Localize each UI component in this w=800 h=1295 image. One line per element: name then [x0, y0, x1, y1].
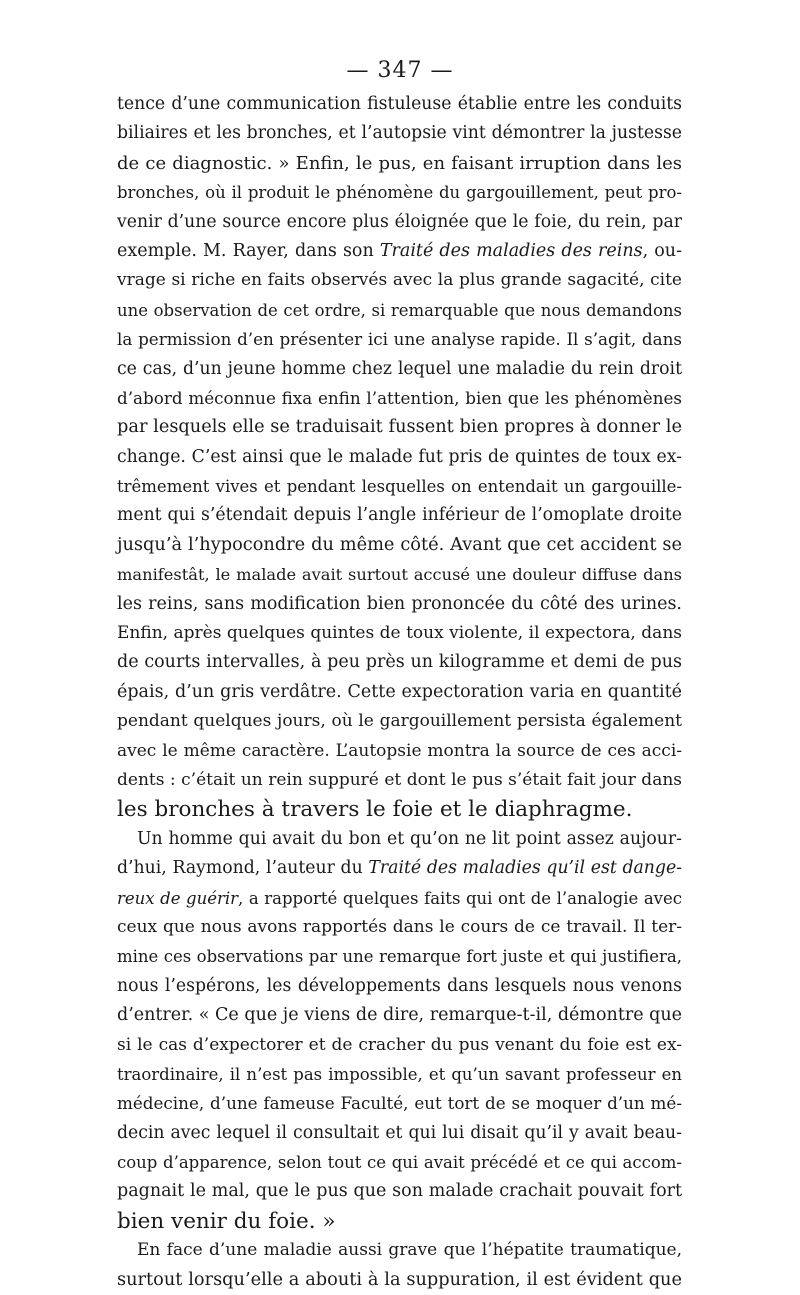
- text-line: jusqu’à l’hypocondre du même côté. Avant que cet accident se: [117, 534, 682, 555]
- text-line: surtout lorsqu’elle a abouti à la suppuration, il est évident que: [117, 1269, 682, 1290]
- text-line: traordinaire, il n’est pas impossible, et qu’un savant professeur en: [117, 1064, 682, 1084]
- text-line: par lesquels elle se traduisait fussent bien propres à donner le: [117, 417, 682, 438]
- text-line: [117, 884, 682, 913]
- text-line: la permission d’en présenter ici une analyse rapide. Il s’agit, dans: [117, 329, 682, 350]
- text-line: d’entrer. « Ce que je viens de dire, remarque-t-il, démontre que: [117, 1005, 682, 1026]
- text-line: les reins, sans modification bien prononcée du côté des urines.: [117, 593, 682, 614]
- text-line: ce cas, d’un jeune homme chez lequel une maladie du rein droit: [117, 358, 682, 379]
- book-title: reux de guérir: [117, 888, 239, 908]
- text-line: decin avec lequel il consultait et qui lui disait qu’il y avait beau-: [117, 1122, 682, 1143]
- text-line: tence d’une communication fistuleuse établie entre les conduits: [117, 94, 682, 114]
- text-line: [117, 854, 682, 883]
- text-line: avec le même caractère. L’autopsie montra la source de ces acci-: [117, 740, 682, 761]
- text-line: change. C’est ainsi que le malade fut pris de quintes de toux ex-: [117, 446, 682, 467]
- text-line: de courts intervalles, à peu près un kilogramme et demi de pus: [117, 652, 682, 673]
- text-line: pagnait le mal, que le pus que son malade crachait pouvait fort: [117, 1181, 682, 1202]
- text-line: vrage si riche en faits observés avec la plus grande sagacité, cite: [117, 270, 682, 291]
- text-line: venir d’une source encore plus éloignée que le foie, du rein, par: [117, 211, 682, 232]
- text-line: ment qui s’étendait depuis l’angle inférieur de l’omoplate droite: [117, 505, 682, 526]
- text-line: épais, d’un gris verdâtre. Cette expectoration varia en quantité: [117, 681, 682, 702]
- text-run: d’hui, Raymond, l’auteur du: [117, 858, 369, 879]
- text-run: , ou-: [642, 240, 682, 261]
- text-line: Un homme qui avait du bon et qu’on ne lit point assez aujour-: [137, 828, 682, 849]
- text-line: les bronches à travers le foie et le diaphragme.: [117, 797, 633, 823]
- text-line: bronches, où il produit le phénomène du gargouillement, peut pro-: [117, 183, 682, 203]
- text-line: En face d’une maladie aussi grave que l’hépatite traumatique,: [137, 1240, 682, 1261]
- text-line: dents : c’était un rein suppuré et dont le pus s’était fait jour dans: [117, 769, 682, 790]
- text-line: nous l’espérons, les développements dans lesquels nous venons: [117, 975, 682, 996]
- text-line: bien venir du foie. »: [117, 1208, 336, 1234]
- text-line: biliaires et les bronches, et l’autopsie vint démontrer la justesse: [117, 123, 682, 144]
- text-line: médecine, d’une fameuse Faculté, eut tort de se moquer d’un mé-: [117, 1093, 682, 1114]
- text-line: une observation de cet ordre, si remarquable que nous demandons: [117, 300, 682, 320]
- text-line: ceux que nous avons rapportés dans le cours de ce travail. Il ter-: [117, 916, 682, 937]
- text-run: , a rapporté quelques faits qui ont de l’analogie avec: [238, 888, 682, 908]
- text-line: si le cas d’expectorer et de cracher du pus venant du foie est ex-: [117, 1034, 682, 1055]
- book-title: Traité des maladies qu’il est dange-: [368, 858, 682, 879]
- book-title: Traité des maladies des reins: [379, 240, 643, 261]
- body-text: [117, 90, 682, 1295]
- text-line: d’abord méconnue fixa enfin l’attention, bien que les phénomènes: [117, 387, 682, 408]
- text-line: [117, 237, 682, 266]
- page-number: — 347 —: [346, 58, 454, 83]
- text-line: trêmement vives et pendant lesquelles on entendait un gargouille-: [117, 477, 682, 497]
- text-line: manifestât, le malade avait surtout accusé une douleur diffuse dans: [117, 565, 682, 585]
- text-run: exemple. M. Rayer, dans son: [117, 240, 380, 261]
- text-line: Enfin, après quelques quintes de toux violente, il expectora, dans: [117, 623, 682, 644]
- text-line: coup d’apparence, selon tout ce qui avait précédé et ce qui accom-: [117, 1153, 682, 1173]
- text-line: mine ces observations par une remarque fort juste et qui justifiera,: [117, 947, 682, 967]
- text-line: pendant quelques jours, où le gargouillement persista également: [117, 711, 682, 732]
- text-line: de ce diagnostic. » Enfin, le pus, en faisant irruption dans les: [117, 152, 682, 174]
